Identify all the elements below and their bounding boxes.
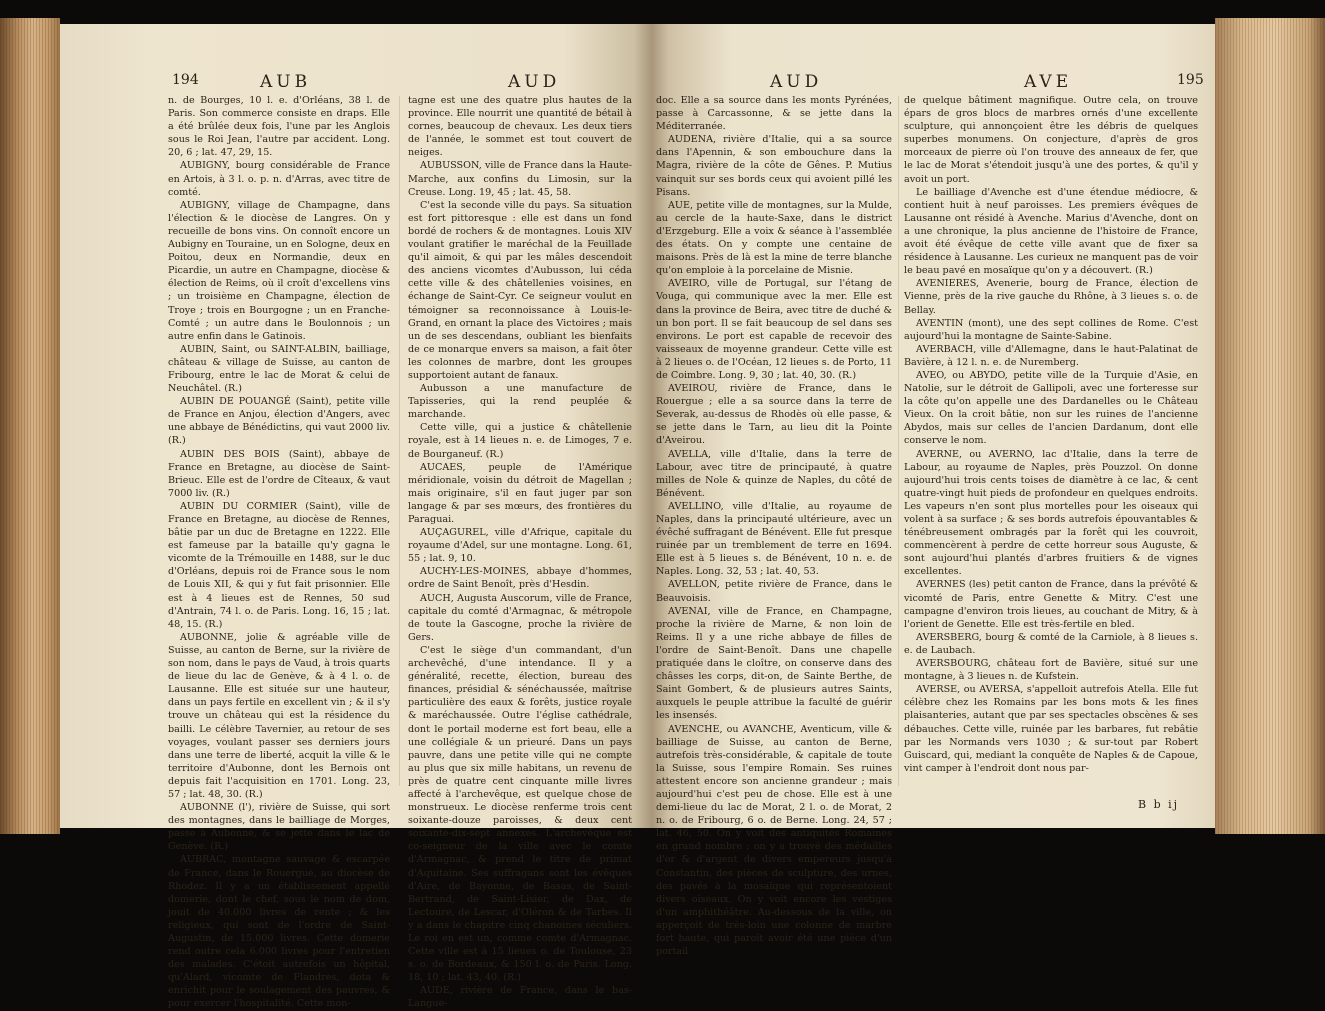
left-page-column-1 (168, 94, 390, 1010)
left-page (60, 24, 652, 1010)
dictionary-entry: AUCHY-LES-MOINES, abbaye d'hommes, ordre de Saint Benoît, près d'Hesdin. (408, 566, 632, 591)
left-running-head (60, 72, 652, 94)
right-page-column-2 (904, 94, 1198, 794)
dictionary-entry: AVERNE, ou AVERNO, lac d'Italie, dans la terre de Labour, au royaume de Naples, près Pouzzol. On donne aujourd'hui trois cents toises de diamètre à ce lac, & cent quatre-vingt huit pieds de profondeur en quelques endroits. Les vapeurs n'en sont plus mortelles pour les oiseaux qui volent à sa surface ; & ses bords autrefois épouvantables & ténébreusement ombragés par la forêt qui les couvroit, commencèrent à perdre de cette horreur sous Auguste, & sont aujourd'hui plantés d'arbres fruitiers & de vignes excellentes. (904, 448, 1198, 578)
dictionary-entry: AUBONNE (l'), rivière de Suisse, qui sort des montagnes, dans le bailliage de Morges, passe à Aubonne, & se jette dans le lac de Genève. (R.) (168, 802, 390, 853)
signature-mark: B b ij (1138, 798, 1180, 811)
right-head-word-1: AUD (770, 72, 823, 92)
dictionary-entry: C'est la seconde ville du pays. Sa situation est fort pittoresque : elle est dans un fond bordé de rochers & de montagnes. Louis XIV voulant gratifier le maréchal de la Feuillade qu'il aimoit, & qui par les mâles descendoit des anciens vicomtes d'Aubusson, lui céda cette ville & des châtellenies voisines, en échange de Saint-Cyr. Ce seigneur voulut en témoigner sa reconnoissance à Louis-le-Grand, en ornant la place des Victoires ; mais un de ses descendans, oubliant les bienfaits de ce monarque envers sa maison, a fait ôter les colonnes de marbre, dont les groupes supportoient autant de fanaux. (408, 199, 632, 381)
dictionary-entry: AVENAI, ville de France, en Champagne, proche la rivière de Marne, & non loin de Reims. Il y a une riche abbaye de filles de l'ordre de Saint-Benoît. Dans une chapelle pratiquée dans le cloître, on conserve dans des châsses les corps, dit-on, de Sainte Berthe, de Saint Gombert, & de plusieurs autres Saints, auxquels le peuple attribue la faculté de guérir les insensés. (656, 605, 892, 722)
right-head-word-2: AVE (1024, 72, 1073, 92)
left-page-number: 194 (172, 72, 199, 88)
dictionary-entry: AUCH, Augusta Auscorum, ville de France, capitale du comté d'Armagnac, & métropole de toute la Gascogne, proche la rivière de Gers. (408, 592, 632, 643)
dictionary-entry: AUBIN, Saint, ou SAINT-ALBIN, bailliage, château & village de Suisse, au canton de Fribourg, entre le lac de Morat & celui de Neuchâtel. (R.) (168, 343, 390, 395)
dictionary-entry: AUBIN DU CORMIER (Saint), ville de France en Bretagne, au diocèse de Rennes, bâtie par un duc de Bretagne en 1222. Elle est fameuse par la bataille qu'y gagna le vicomte de la Trémouille en 1488, sur le duc d'Orléans, depuis roi de France sous le nom de Louis XII, & qui y fut fait prisonnier. Elle est à 4 lieues est de Rennes, 50 sud d'Antrain, 74 l. o. de Paris. Long. 16, 15 ; lat. 48, 15. (R.) (168, 500, 390, 630)
right-page-number: 195 (1177, 72, 1204, 88)
dictionary-entry: AUBIGNY, village de Champagne, dans l'élection & le diocèse de Langres. On y recueille de bons vins. On connoît encore un Aubigny en Touraine, un en Sologne, deux en Poitou, deux en Normandie, deux en Picardie, un autre en Champagne, diocèse & élection de Reims, où il croît d'excellens vins ; un troisième en Champagne, élection de Troye ; trois en Bourgogne ; un en Franche-Comté ; un autre dans le Boulonnois ; un autre enfin dans le Gatinois. (168, 199, 390, 342)
dictionary-entry: AUCAES, peuple de l'Amérique méridionale, voisin du détroit de Magellan ; mais originaire, s'il en faut juger par son langage & par ses mœurs, des frontières du Paraguai. (408, 461, 632, 525)
right-running-head (652, 72, 1215, 94)
dictionary-entry: C'est le siège d'un commandant, d'un archevêché, d'une intendance. Il y a généralité, recette, élection, bureau des finances, présidial & sénéchaussée, maîtrise particulière des eaux & forêts, justice royale & maréchaussée. Outre l'église cathédrale, dont le portail moderne est fort beau, elle a une collégiale & un prieuré. Dans un pays pauvre, dans une petite ville qui ne compte au plus que six mille habitans, un revenu de près de quatre cent cinquante mille livres affecté à l'archevêque, est quelque chose de monstrueux. Le diocèse renferme trois cent soixante-douze paroisses, & deux cent soixante-dix-sept annexes. L'archevêque est co-seigneur de la ville avec le comte d'Armagnac, & prend le titre de primat d'Aquitaine. Ses suffragans sont les évêques d'Aire, de Bayonne, de Basas, de Saint-Bertrand, de Saint-Lisier, de Dax, de Lectoure, de Lescar, d'Oléron & de Tarbes. Il y a dans le chapitre cinq chanoines séculiers. Le roi en est un, comme comte d'Armagnac. Cette ville est à 15 lieues o. de Toulouse, 23 s. o. de Bordeaux, & 150 l. o. de Paris. Long. 18, 10 ; lat. 43, 40. (R.) (408, 644, 632, 984)
dictionary-entry: AVEIRO, ville de Portugal, sur l'étang de Vouga, qui communique avec la mer. Elle est dans la province de Beira, avec titre de duché & un bon port. Il se fait beaucoup de sel dans ses environs. Le port est capable de recevoir des vaisseaux de moyenne grandeur. Cette ville est à 2 lieues o. de l'Océan, 12 lieues s. de Porto, 11 de Coimbre. Long. 9, 30 ; lat. 40, 30. (R.) (656, 278, 892, 381)
dictionary-entry: AUBRAC, montagne sauvage & escarpée de France, dans le Rouergue, au diocèse de Rhodez. Il y a un établissement appellé domerie, dont le chef, sous le nom de dom, jouit de 40.000 livres de rente ; & les religieux, qui sont de l'ordre de Saint-Augustin, de 15.000 livres. Cette domerie rend outre cela 6.000 livres pour l'entretien des malades. C'étoit autrefois un hôpital, qu'Alard, vicomte de Flandres, dota & enrichit pour le soulagement des pauvres, & pour exercer l'hospitalité. Cette mon- (168, 854, 390, 1010)
dictionary-entry: AVENCHE, ou AVANCHE, Aventicum, ville & bailliage de Suisse, au canton de Berne, autrefois très-considérable, & capitale de toute la Suisse, sous l'empire Romain. Ses ruines attestent encore son ancienne grandeur ; mais aujourd'hui c'est peu de chose. Elle est à une demi-lieue du lac de Morat, 2 l. o. de Morat, 2 n. o. de Fribourg, 6 o. de Berne. Long. 24, 57 ; lat. 46, 50. On y voit des antiquités Romaines en grand nombre ; on y a trouvé des médailles d'or & d'argent de divers empereurs jusqu'à Constantin, des pièces de sculpture, des urnes, des pavés à la mosaïque qui représentoient divers oiseaux. On y voit encore les vestiges d'un amphithéâtre. Au-dessous de la ville, on apperçoit de très-loin une colonne de marbre fort haute, qui paroît avoir été une pièce d'un portail (656, 723, 892, 958)
dictionary-entry: AUBIN DE POUANGÉ (Saint), petite ville de France en Anjou, élection d'Angers, avec une abbaye de Bénédictins, qui vaut 2000 liv. (R.) (168, 396, 390, 447)
dictionary-entry: AVENTIN (mont), une des sept collines de Rome. C'est aujourd'hui la montagne de Sainte-Sabine. (904, 317, 1198, 342)
dictionary-entry: tagne est une des quatre plus hautes de la province. Elle nourrit une quantité de bétail à cornes, beaucoup de chevaux. Les deux tiers de l'année, le sommet est tout couvert de neiges. (408, 95, 632, 159)
dictionary-entry: AVERSE, ou AVERSA, s'appelloit autrefois Atella. Elle fut célèbre chez les Romains par les bons mots & les fines plaisanteries, autant que par ses spectacles obscènes & ses débauches. Cette ville, ruinée par les barbares, fut rebâtie par les Normands vers 1030 ; & sur-tout par Robert Guiscard, qui, mediant la conquête de Naples & de Capoue, vint camper à l'endroit dont nous par- (904, 684, 1198, 774)
dictionary-entry: AVERNES (les) petit canton de France, dans la prévôté & vicomté de Paris, entre Genette & Mitry. C'est une campagne d'environ trois lieues, au couchant de Mitry, & à l'orient de Genette. Elle est très-fertile en bled. (904, 579, 1198, 630)
right-page-edges (1215, 18, 1325, 834)
dictionary-entry: AVELLINO, ville d'Italie, au royaume de Naples, dans la principauté ultérieure, avec un évêché suffragant de Bénévent. Elle fut presque ruinée par un tremblement de terre en 1694. Elle est à 5 lieues s. de Bénévent, 10 n. e. de Naples. Long. 32, 53 ; lat. 40, 53. (656, 500, 892, 578)
dictionary-entry: Le bailliage d'Avenche est d'une étendue médiocre, & contient huit à neuf paroisses. Les premiers évêques de Lausanne ont résidé à Avenche. Marius d'Avenche, dont on a une chronique, la plus ancienne de l'histoire de France, avoit été évêque de cette ville avant que de fixer sa résidence à Lausanne. Les curieux ne manquent pas de voir le beau pavé en mosaïque qu'on y a découvert. (R.) (904, 186, 1198, 277)
dictionary-entry: n. de Bourges, 10 l. e. d'Orléans, 38 l. de Paris. Son commerce consiste en draps. Elle a été brûlée deux fois, l'une par les Anglois sous le Roi Jean, l'autre par accident. Long. 20, 6 ; lat. 47, 29, 15. (168, 95, 390, 159)
column-divider (898, 96, 899, 786)
right-page-column-1 (656, 94, 892, 958)
dictionary-entry: AVENIERES, Avenerie, bourg de France, élection de Vienne, près de la rive gauche du Rhône, à 3 lieues s. o. de Bellay. (904, 278, 1198, 316)
dictionary-entry: AVELLON, petite rivière de France, dans le Beauvoisis. (656, 579, 892, 604)
left-head-word-2: AUD (508, 72, 561, 92)
dictionary-entry: AUBONNE, jolie & agréable ville de Suisse, au canton de Berne, sur la rivière de son nom, dans le pays de Vaud, à trois quarts de lieue du lac de Genève, & à 4 l. o. de Lausanne. Elle est située sur une hauteur, dans un pays fertile en excellent vin ; & il s'y trouve un château qui est la résidence du bailli. Le célèbre Tavernier, au retour de ses voyages, voulant passer ses derniers jours dans une terre de liberté, acquit la ville & le territoire d'Aubonne, dont les Bernois ont depuis fait l'acquisition en 1701. Long. 23, 57 ; lat. 48, 30. (R.) (168, 631, 390, 800)
dictionary-entry: AVERSBOURG, château fort de Bavière, situé sur une montagne, à 3 lieues n. de Kufstein. (904, 658, 1198, 683)
dictionary-entry: AUDE, rivière de France, dans le bas-Langue- (408, 985, 632, 1010)
right-page (652, 24, 1215, 958)
dictionary-entry: de quelque bâtiment magnifique. Outre cela, on trouve épars de gros blocs de marbres ornés d'une excellente sculpture, qui annonçoient être les débris de quelques superbes monumens. On conjecture, d'après de gros morceaux de pierre où l'on trouve des anneaux de fer, que le lac de Morat s'étendoit jusqu'à une des portes, & qu'il y avoit un port. (904, 95, 1198, 185)
dictionary-entry: AUBIGNY, bourg considérable de France en Artois, à 3 l. o. p. n. d'Arras, avec titre de comté. (168, 160, 390, 198)
dictionary-entry: AUÇAGUREL, ville d'Afrique, capitale du royaume d'Adel, sur une montagne. Long. 61, 55 ; lat. 9, 10. (408, 527, 632, 565)
dictionary-entry: Cette ville, qui a justice & châtellenie royale, est à 14 lieues n. e. de Limoges, 7 e. de Bourganeuf. (R.) (408, 422, 632, 460)
dictionary-entry: Aubusson a une manufacture de Tapisseries, qui la rend peuplée & marchande. (408, 383, 632, 421)
left-head-word-1: AUB (260, 72, 312, 92)
dictionary-entry: AVELLA, ville d'Italie, dans la terre de Labour, avec titre de principauté, à quatre milles de Nole & quinze de Naples, du côté de Bénévent. (656, 448, 892, 499)
dictionary-entry: AUBIN DES BOIS (Saint), abbaye de France en Bretagne, au diocèse de Saint-Brieuc. Elle est de l'ordre de Cîteaux, & vaut 7000 liv. (R.) (168, 448, 390, 499)
dictionary-entry: AUBUSSON, ville de France dans la Haute-Marche, aux confins du Limosin, sur la Creuse. Long. 19, 45 ; lat. 45, 58. (408, 160, 632, 198)
dictionary-entry: doc. Elle a sa source dans les monts Pyrénées, passe à Carcassonne, & se jette dans la Méditerranée. (656, 95, 892, 133)
dictionary-entry: AUDENA, rivière d'Italie, qui a sa source dans l'Apennin, & son embouchure dans la Magra, rivière de la côte de Gênes. P. Mutius vainquit sur ses bords ceux qui avoient pillé les Pisans. (656, 134, 892, 198)
dictionary-entry: AVERSBERG, bourg & comté de la Carniole, à 8 lieues s. e. de Laubach. (904, 631, 1198, 656)
dictionary-entry: AVEO, ou ABYDO, petite ville de la Turquie d'Asie, en Natolie, sur le détroit de Gallipoli, avec une forteresse sur la côte qu'on appelle une des Dardanelles ou le Château Vieux. On la croit bâtie, non sur les ruines de l'ancienne Abydos, mais sur celles de l'ancien Dardanum, dont elle conserve le nom. (904, 369, 1198, 447)
left-page-column-2 (408, 94, 632, 1010)
left-page-edges (0, 18, 60, 834)
dictionary-entry: AVEIROU, rivière de France, dans le Rouergue ; elle a sa source dans la terre de Severak, au-dessus de Rhodès où elle passe, & se jette dans le Tarn, au lieu dit la Pointe d'Aveirou. (656, 383, 892, 447)
dictionary-entry: AVERBACH, ville d'Allemagne, dans le haut-Palatinat de Bavière, à 12 l. n. e. de Nuremberg. (904, 343, 1198, 368)
dictionary-entry: AUE, petite ville de montagnes, sur la Mulde, au cercle de la haute-Saxe, dans le district d'Erzgeburg. Elle a voix & séance à l'assemblée des états. On y compte une centaine de maisons. Près de là est la mine de terre blanche qu'on emploie à la porcelaine de Misnie. (656, 199, 892, 277)
book-spread (0, 18, 1325, 1010)
column-divider (399, 96, 400, 786)
